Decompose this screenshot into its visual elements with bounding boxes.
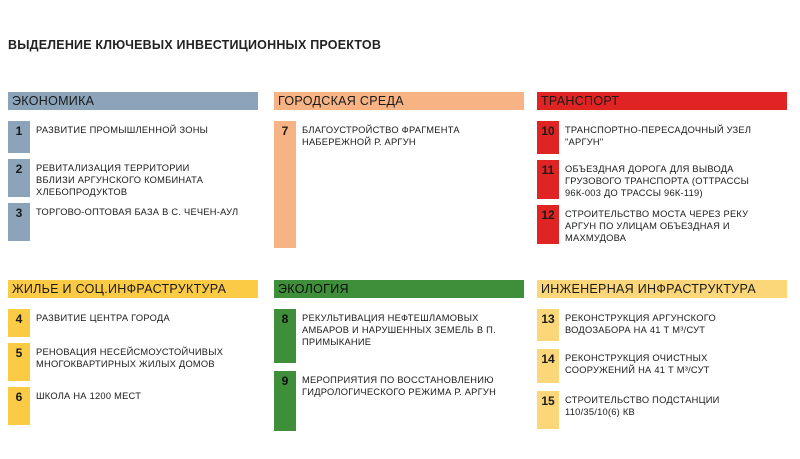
project-item xyxy=(274,371,524,431)
project-text: ШКОЛА НА 1200 МЕСТ xyxy=(36,391,142,401)
section-header-urban: ГОРОДСКАЯ СРЕДА xyxy=(274,92,524,110)
project-number: 14 xyxy=(537,349,559,383)
section-header-ecology: ЭКОЛОГИЯ xyxy=(274,280,524,298)
section-header-economy: ЭКОНОМИКА xyxy=(8,92,258,110)
section-engineering xyxy=(537,280,787,429)
project-number: 13 xyxy=(537,309,559,341)
project-text: РЕКОНСТРУКЦИЯ АРГУНСКОГО ВОДОЗАБОРА НА 41 Т М³/СУТ xyxy=(565,313,716,335)
project-item xyxy=(537,349,787,383)
project-text: РЕКОНСТРУКЦИЯ ОЧИСТНЫХ СООРУЖЕНИЙ НА 41 Т М³/СУТ xyxy=(565,353,710,375)
project-item xyxy=(8,387,258,425)
section-transport xyxy=(537,92,787,244)
project-text: СТРОИТЕЛЬСТВО ПОДСТАНЦИИ 110/35/10(6) КВ xyxy=(565,395,720,417)
project-number: 10 xyxy=(537,121,559,154)
section-ecology xyxy=(274,280,524,431)
project-text: ОБЪЕЗДНАЯ ДОРОГА ДЛЯ ВЫВОДА ГРУЗОВОГО ТРАНСПОРТА (ОТТРАССЫ 96К-003 ДО ТРАССЫ 96К-119) xyxy=(565,164,750,198)
project-number: 3 xyxy=(8,203,30,241)
section-header-engineering: ИНЖЕНЕРНАЯ ИНФРАСТРУКТУРА xyxy=(537,280,787,298)
project-number: 1 xyxy=(8,121,30,153)
project-item xyxy=(8,343,258,381)
project-text: РАЗВИТИЕ ЦЕНТРА ГОРОДА xyxy=(36,313,170,323)
section-urban xyxy=(274,92,524,248)
project-number: 2 xyxy=(8,159,30,197)
project-number: 4 xyxy=(8,309,30,337)
project-item xyxy=(274,309,524,363)
project-text: РЕНОВАЦИЯ НЕСЕЙСМОУСТОЙЧИВЫХ МНОГОКВАРТИРНЫХ ЖИЛЫХ ДОМОВ xyxy=(36,347,224,369)
project-text: МЕРОПРИЯТИЯ ПО ВОССТАНОВЛЕНИЮ ГИДРОЛОГИЧЕСКОГО РЕЖИМА Р. АРГУН xyxy=(302,375,497,397)
project-item xyxy=(8,203,258,241)
project-number: 9 xyxy=(274,371,296,431)
project-text: РАЗВИТИЕ ПРОМЫШЛЕННОЙ ЗОНЫ xyxy=(36,125,209,135)
project-text: БЛАГОУСТРОЙСТВО ФРАГМЕНТА НАБЕРЕЖНОЙ Р. АРГУН xyxy=(302,125,460,147)
project-item xyxy=(274,121,524,248)
project-item xyxy=(537,309,787,341)
project-text: РЕКУЛЬТИВАЦИЯ НЕФТЕШЛАМОВЫХ АМБАРОВ И НАРУШЕННЫХ ЗЕМЕЛЬ В П. ПРИМЫКАНИЕ xyxy=(302,313,496,347)
project-number: 11 xyxy=(537,160,559,199)
project-item xyxy=(537,205,787,244)
project-text: РЕВИТАЛИЗАЦИЯ ТЕРРИТОРИИ ВБЛИЗИ АРГУНСКОГО КОМБИНАТА ХЛЕБОПРОДУКТОВ xyxy=(36,163,204,197)
project-item xyxy=(8,159,258,197)
section-header-transport: ТРАНСПОРТ xyxy=(537,92,787,110)
project-number: 5 xyxy=(8,343,30,381)
section-header-housing: ЖИЛЬЕ И СОЦ.ИНФРАСТРУКТУРА xyxy=(8,280,258,298)
page-title: ВЫДЕЛЕНИЕ КЛЮЧЕВЫХ ИНВЕСТИЦИОННЫХ ПРОЕКТОВ xyxy=(8,38,382,52)
project-item xyxy=(8,121,258,153)
project-text: ТРАНСПОРТНО-ПЕРЕСАДОЧНЫЙ УЗЕЛ "АРГУН" xyxy=(565,125,752,147)
project-number: 8 xyxy=(274,309,296,363)
project-number: 12 xyxy=(537,205,559,244)
project-item xyxy=(8,309,258,337)
project-number: 15 xyxy=(537,391,559,429)
section-economy xyxy=(8,92,258,241)
project-item xyxy=(537,160,787,199)
project-text: ТОРГОВО-ОПТОВАЯ БАЗА В С. ЧЕЧЕН-АУЛ xyxy=(36,207,239,217)
project-number: 6 xyxy=(8,387,30,425)
project-number: 7 xyxy=(274,121,296,248)
section-housing xyxy=(8,280,258,425)
project-text: СТРОИТЕЛЬСТВО МОСТА ЧЕРЕЗ РЕКУ АРГУН ПО УЛИЦАМ ОБЪЕЗДНАЯ И МАХМУДОВА xyxy=(565,209,749,243)
project-item xyxy=(537,121,787,154)
project-item xyxy=(537,391,787,429)
